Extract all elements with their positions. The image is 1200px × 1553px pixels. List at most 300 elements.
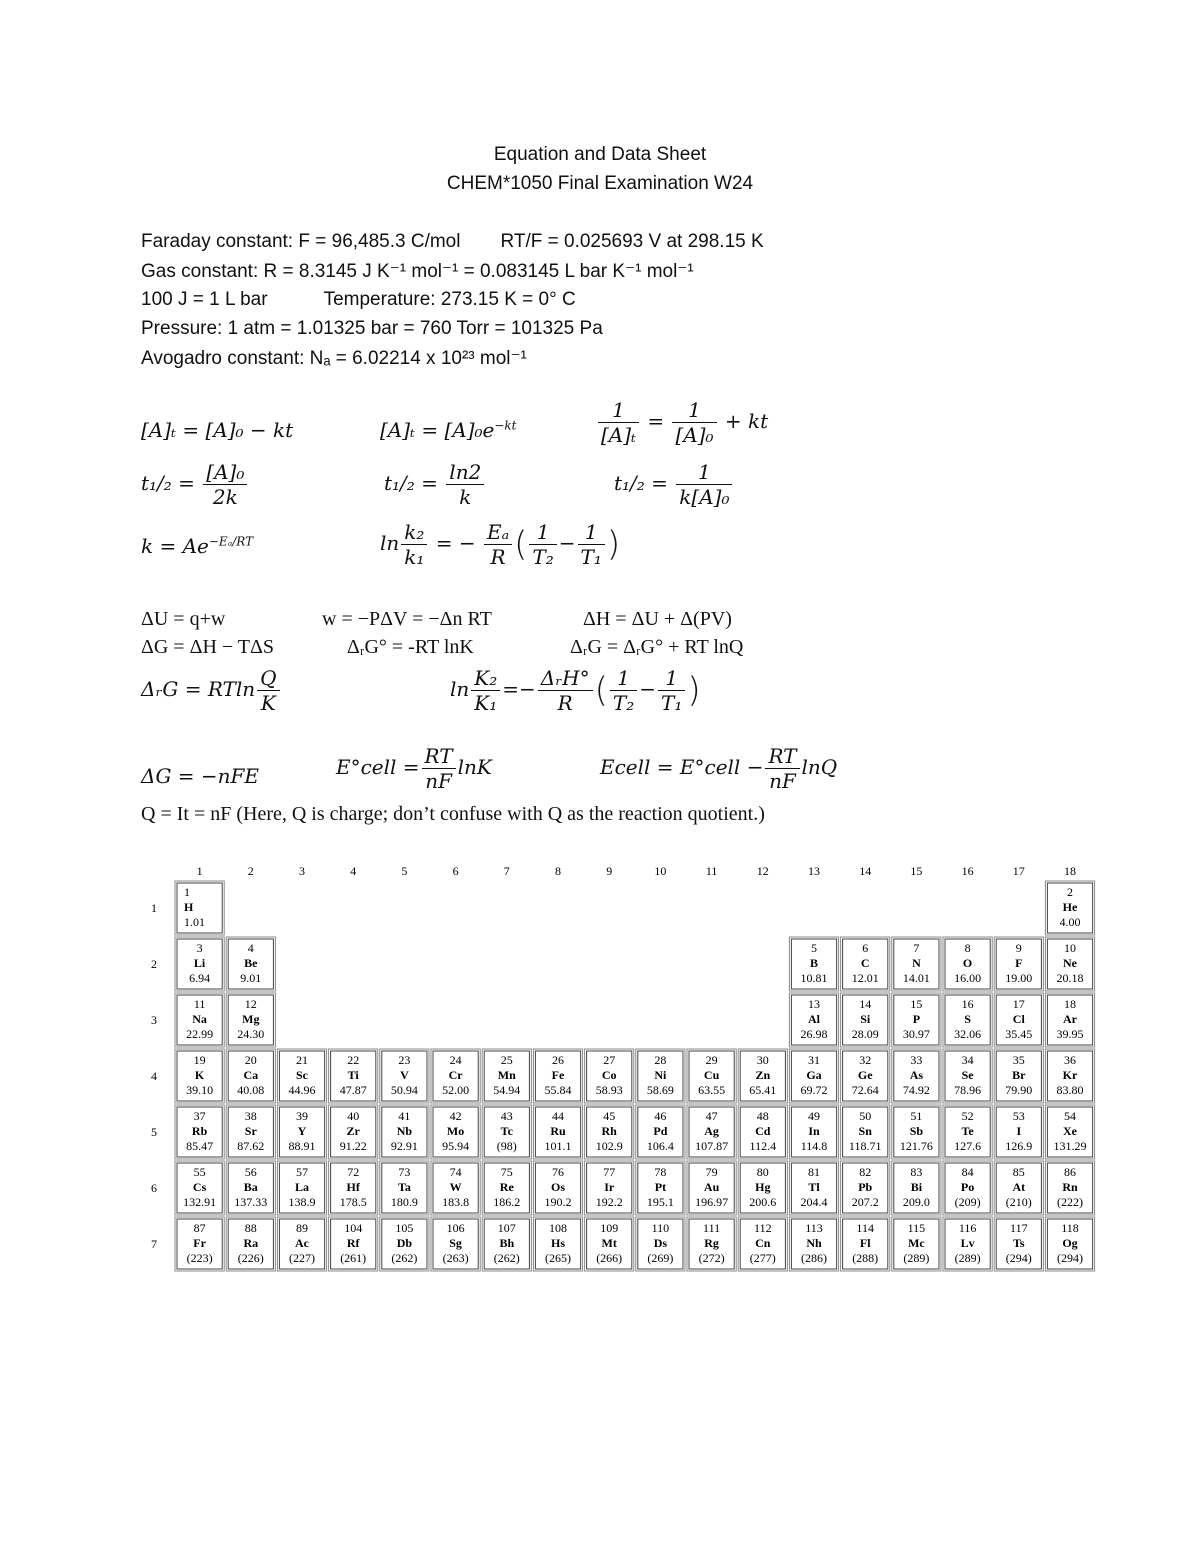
atomic-mass: (277) [749, 1251, 776, 1265]
atomic-mass: 12.01 [851, 971, 879, 985]
atomic-mass: 44.96 [288, 1083, 316, 1097]
atomic-number: 104 [344, 1221, 363, 1235]
atomic-number: 10 [1064, 941, 1076, 955]
atomic-number: 14 [859, 997, 872, 1011]
group-label: 3 [299, 864, 305, 878]
atomic-mass: 114.8 [800, 1139, 828, 1153]
atomic-number: 17 [1012, 997, 1025, 1011]
atomic-mass: 131.29 [1053, 1139, 1087, 1153]
atomic-number: 13 [808, 997, 820, 1011]
atomic-mass: (262) [493, 1251, 520, 1265]
atomic-mass: 35.45 [1005, 1027, 1033, 1041]
element-symbol: Al [808, 1012, 820, 1026]
atomic-mass: (272) [698, 1251, 725, 1265]
standard-gibbs-k: ΔᵣG° = -RT lnK [347, 636, 474, 658]
atomic-number: 88 [244, 1221, 257, 1235]
energy-conversion: 100 J = 1 L bar [141, 289, 268, 310]
atomic-number: 6 [862, 941, 869, 955]
atomic-mass: (269) [647, 1251, 674, 1265]
group-label: 1 [196, 864, 203, 878]
atomic-mass: (223) [186, 1251, 213, 1265]
charge-equation: Q = It = nF (Here, Q is charge; don’t confuse with Q as the reaction quotient.) [141, 803, 765, 825]
atomic-number: 52 [961, 1109, 974, 1123]
periodic-table-svg [142, 860, 1087, 1280]
element-symbol: Tl [808, 1180, 820, 1194]
element-symbol: Fl [859, 1236, 871, 1250]
atomic-number: 108 [549, 1221, 567, 1235]
zero-order-half-life: t₁/₂ = $\frac{\text{[A]₀}}{2k}$ [141, 460, 249, 509]
element-symbol: Cn [755, 1236, 771, 1250]
atomic-mass: (294) [1005, 1251, 1032, 1265]
temperature-conversion: Temperature: 273.15 K = 0° C [323, 289, 576, 310]
element-symbol: Mc [908, 1236, 925, 1250]
atomic-number: 35 [1012, 1053, 1025, 1067]
atomic-mass: 22.99 [186, 1027, 214, 1041]
atomic-number: 26 [552, 1053, 564, 1067]
element-symbol: Nh [806, 1236, 822, 1250]
first-order-half-life: t₁/₂ = $\frac{\ln 2}{k}$ [384, 460, 486, 509]
element-symbol: Hs [550, 1236, 566, 1250]
atomic-mass: 16.00 [954, 971, 982, 985]
group-label: 5 [401, 864, 408, 878]
atomic-number: 41 [398, 1109, 411, 1123]
group-label: 9 [606, 864, 613, 878]
atomic-number: 81 [808, 1165, 820, 1179]
atomic-number: 37 [193, 1109, 206, 1123]
element-symbol: Cd [755, 1124, 771, 1138]
element-symbol: Sr [244, 1124, 257, 1138]
element-symbol: Cs [192, 1180, 207, 1194]
element-symbol: S [964, 1012, 971, 1026]
gibbs-q-over-k: ΔᵣG = RTln $\frac{Q}{K}$ [141, 666, 282, 715]
atomic-number: 54 [1064, 1109, 1076, 1123]
constants-line-1 [141, 231, 764, 253]
element-symbol: Rg [704, 1236, 719, 1250]
atomic-number: 40 [347, 1109, 360, 1123]
element-symbol: La [294, 1180, 310, 1194]
atomic-mass: 20.18 [1056, 971, 1084, 985]
element-symbol: Re [499, 1180, 514, 1194]
element-symbol: Si [860, 1012, 871, 1026]
atomic-mass: 88.91 [288, 1139, 316, 1153]
group-label: 4 [350, 864, 357, 878]
atomic-mass: 112.4 [749, 1139, 777, 1153]
page-subtitle: CHEM*1050 Final Examination W24 [446, 173, 754, 194]
element-symbol: Fe [551, 1068, 565, 1082]
atomic-mass: 50.94 [390, 1083, 418, 1097]
atomic-mass: 39.10 [186, 1083, 214, 1097]
atomic-mass: 209.0 [902, 1195, 930, 1209]
element-symbol: Li [193, 956, 206, 970]
period-label: 3 [151, 1013, 157, 1027]
group-label: 8 [555, 864, 561, 878]
atomic-number: 86 [1064, 1165, 1076, 1179]
element-symbol: Ag [704, 1124, 719, 1138]
avogadro-constant: Avogadro constant: Nₐ = 6.02214 x 10²³ mol⁻¹ [141, 348, 527, 369]
atomic-mass: (266) [596, 1251, 623, 1265]
atomic-number: 75 [500, 1165, 513, 1179]
van-t-hoff-equation: ln $\frac{\text{K₂}}{\text{K₁}}$ =− $\frac{\text{ΔᵣH°}}{R}$ ( $\frac{1}{\text{T₂}}$ − $\frac{1}{\text{T₁}}$ ) [450, 666, 701, 715]
element-symbol: B [809, 956, 819, 970]
arrhenius-equation: $k = Ae^{-E_a/RT}$ [141, 534, 254, 558]
atomic-number: 89 [296, 1221, 308, 1235]
element-symbol: Cl [1012, 1012, 1025, 1026]
atomic-number: 24 [449, 1053, 462, 1067]
atomic-number: 51 [910, 1109, 923, 1123]
atomic-number: 111 [703, 1221, 721, 1235]
atomic-mass: 207.2 [851, 1195, 879, 1209]
element-symbol: Ca [243, 1068, 259, 1082]
element-symbol: I [1016, 1124, 1022, 1138]
element-symbol: Xe [1063, 1124, 1077, 1138]
atomic-number: 73 [398, 1165, 411, 1179]
atomic-mass: 74.92 [902, 1083, 930, 1097]
element-symbol: As [909, 1068, 924, 1082]
atomic-number: 38 [244, 1109, 257, 1123]
atomic-number: 85 [1012, 1165, 1025, 1179]
atomic-number: 34 [961, 1053, 974, 1067]
atomic-number: 79 [705, 1165, 718, 1179]
atomic-number: 112 [754, 1221, 772, 1235]
atomic-mass: 58.93 [595, 1083, 623, 1097]
element-symbol: Te [961, 1124, 974, 1138]
element-symbol: Og [1062, 1236, 1078, 1250]
element-symbol: Se [961, 1068, 974, 1082]
atomic-number: 110 [651, 1221, 670, 1235]
atomic-number: 80 [756, 1165, 769, 1179]
atomic-number: 29 [705, 1053, 718, 1067]
atomic-mass: (209) [954, 1195, 981, 1209]
group-label: 15 [910, 864, 923, 878]
element-symbol: Kr [1062, 1068, 1078, 1082]
atomic-mass: 178.5 [339, 1195, 367, 1209]
atomic-number: 27 [603, 1053, 616, 1067]
atomic-mass: 85.47 [186, 1139, 214, 1153]
element-symbol: Cr [448, 1068, 463, 1082]
atomic-number: 28 [654, 1053, 667, 1067]
atomic-mass: (294) [1057, 1251, 1083, 1265]
atomic-mass: 69.72 [800, 1083, 828, 1097]
element-symbol: Bh [499, 1236, 515, 1250]
atomic-mass: (265) [545, 1251, 571, 1265]
element-symbol: Bi [910, 1180, 923, 1194]
atomic-mass: 196.97 [695, 1195, 729, 1209]
atomic-number: 21 [296, 1053, 308, 1067]
atomic-mass: 87.62 [237, 1139, 265, 1153]
pv-work: w = −PΔV = −Δn RT [322, 608, 492, 630]
element-symbol: Hf [346, 1180, 360, 1194]
period-label: 2 [151, 957, 157, 971]
faraday-constant: Faraday constant: F = 96,485.3 C/mol [141, 231, 461, 252]
atomic-number: 22 [347, 1053, 360, 1067]
atomic-mass: (98) [496, 1139, 517, 1153]
atomic-mass: 52.00 [442, 1083, 470, 1097]
atomic-mass: (261) [340, 1251, 367, 1265]
atomic-number: 106 [446, 1221, 465, 1235]
atomic-number: 47 [705, 1109, 718, 1123]
atomic-mass: 102.9 [595, 1139, 623, 1153]
atomic-mass: 9.01 [240, 971, 262, 985]
atomic-mass: 126.9 [1005, 1139, 1033, 1153]
atomic-mass: 186.2 [493, 1195, 521, 1209]
group-label: 17 [1012, 864, 1025, 878]
atomic-number: 77 [603, 1165, 616, 1179]
gas-constant: Gas constant: R = 8.3145 J K⁻¹ mol⁻¹ = 0.083145 L bar K⁻¹ mol⁻¹ [141, 261, 694, 282]
atomic-mass: 24.30 [237, 1027, 265, 1041]
atomic-number: 19 [193, 1053, 206, 1067]
atomic-number: 44 [552, 1109, 564, 1123]
atomic-number: 3 [196, 941, 203, 955]
gibbs-q-relation: ΔᵣG = ΔᵣG° + RT lnQ [570, 636, 744, 658]
atomic-mass: 58.69 [646, 1083, 674, 1097]
element-symbol: H [184, 900, 194, 914]
element-symbol: Nb [396, 1124, 413, 1138]
element-symbol: Ra [243, 1236, 259, 1250]
element-symbol: C [860, 956, 870, 970]
element-symbol: Rb [191, 1124, 208, 1138]
element-symbol: Sc [296, 1068, 308, 1082]
atomic-mass: 26.98 [800, 1027, 828, 1041]
element-symbol: W [449, 1180, 462, 1194]
atomic-number: 12 [244, 997, 257, 1011]
atomic-mass: 83.80 [1056, 1083, 1084, 1097]
zero-order-rate-law: [A]ₜ = [A]₀ − kt [141, 418, 294, 442]
atomic-mass: (227) [289, 1251, 315, 1265]
atomic-mass: (289) [954, 1251, 981, 1265]
atomic-mass: 132.91 [183, 1195, 217, 1209]
atomic-mass: 192.2 [595, 1195, 623, 1209]
atomic-mass: 92.91 [390, 1139, 418, 1153]
period-label: 1 [151, 901, 157, 915]
nernst-equation: Ecell = E°cell − $\frac{RT}{nF}$ lnQ [600, 744, 838, 793]
atomic-number: 15 [910, 997, 923, 1011]
atomic-number: 113 [805, 1221, 823, 1235]
group-label: 10 [654, 864, 667, 878]
atomic-number: 55 [193, 1165, 206, 1179]
element-symbol: O [962, 956, 973, 970]
atomic-mass: (222) [1057, 1195, 1083, 1209]
atomic-mass: 101.1 [544, 1139, 572, 1153]
element-symbol: Po [960, 1180, 975, 1194]
atomic-number: 87 [193, 1221, 206, 1235]
atomic-number: 18 [1064, 997, 1076, 1011]
element-symbol: At [1012, 1180, 1026, 1194]
atomic-mass: 200.6 [749, 1195, 777, 1209]
atomic-mass: (289) [903, 1251, 930, 1265]
group-label: 13 [808, 864, 820, 878]
atomic-number: 45 [603, 1109, 616, 1123]
element-symbol: Be [244, 956, 258, 970]
atomic-mass: 65.41 [749, 1083, 777, 1097]
atomic-number: 76 [552, 1165, 564, 1179]
atomic-mass: (288) [852, 1251, 879, 1265]
element-symbol: Ar [1063, 1012, 1077, 1026]
element-symbol: Ge [857, 1068, 873, 1082]
element-symbol: Y [297, 1124, 307, 1138]
atomic-number: 118 [1061, 1221, 1079, 1235]
period-label: 7 [151, 1237, 157, 1251]
atomic-mass: 63.55 [698, 1083, 726, 1097]
atomic-number: 20 [244, 1053, 257, 1067]
atomic-number: 114 [856, 1221, 874, 1235]
atomic-mass: 54.94 [493, 1083, 521, 1097]
atomic-mass: (262) [391, 1251, 418, 1265]
element-symbol: Ga [806, 1068, 822, 1082]
period-label: 5 [151, 1125, 157, 1139]
atomic-mass: 121.76 [899, 1139, 933, 1153]
atomic-mass: 28.09 [851, 1027, 879, 1041]
group-label: 12 [756, 864, 769, 878]
element-symbol: N [912, 956, 921, 970]
element-symbol: Mg [242, 1012, 260, 1026]
atomic-number: 48 [756, 1109, 769, 1123]
group-label: 7 [503, 864, 510, 878]
atomic-mass: 127.6 [954, 1139, 982, 1153]
element-symbol: Pb [858, 1180, 873, 1194]
atomic-mass: 95.94 [442, 1139, 470, 1153]
period-label: 4 [151, 1069, 157, 1083]
atomic-mass: 10.81 [800, 971, 828, 985]
atomic-mass: 190.2 [544, 1195, 572, 1209]
constants-line-3 [141, 289, 576, 311]
atomic-mass: 14.01 [902, 971, 930, 985]
element-symbol: Ba [243, 1180, 258, 1194]
atomic-mass: 138.9 [288, 1195, 316, 1209]
first-law: ΔU = q+w [141, 608, 226, 630]
atomic-number: 53 [1012, 1109, 1025, 1123]
atomic-mass: 39.95 [1056, 1027, 1084, 1041]
atomic-number: 7 [913, 941, 920, 955]
atomic-mass: 55.84 [544, 1083, 572, 1097]
atomic-mass: 118.71 [848, 1139, 882, 1153]
atomic-number: 25 [500, 1053, 513, 1067]
atomic-mass: (210) [1005, 1195, 1032, 1209]
element-symbol: Au [703, 1180, 720, 1194]
atomic-mass: 1.01 [184, 915, 205, 929]
atomic-number: 4 [247, 941, 254, 955]
atomic-mass: 204.4 [800, 1195, 828, 1209]
element-symbol: Sg [449, 1236, 462, 1250]
atomic-number: 105 [395, 1221, 414, 1235]
element-symbol: Ta [397, 1180, 411, 1194]
atomic-number: 43 [500, 1109, 513, 1123]
atomic-number: 83 [910, 1165, 923, 1179]
element-symbol: Os [550, 1180, 566, 1194]
atomic-number: 82 [859, 1165, 872, 1179]
atomic-number: 39 [296, 1109, 308, 1123]
two-point-arrhenius: ln $\frac{\text{k₂}}{\text{k₁}}$ = − $\frac{\text{Eₐ}}{R}$ ( $\frac{1}{\text{T₂}}$ − $\frac{1}{\text{T₁}}$ ) [380, 520, 621, 569]
gibbs-equation: ΔG = ΔH − TΔS [141, 636, 275, 658]
element-symbol: Ds [653, 1236, 668, 1250]
element-symbol: Mo [446, 1124, 465, 1138]
atomic-number: 5 [811, 941, 817, 955]
group-label: 11 [705, 864, 718, 878]
atomic-mass: 180.9 [390, 1195, 418, 1209]
atomic-mass: 30.97 [902, 1027, 930, 1041]
group-label: 14 [859, 864, 872, 878]
element-symbol: P [912, 1012, 921, 1026]
atomic-number: 117 [1010, 1221, 1028, 1235]
element-symbol: Pt [654, 1180, 667, 1194]
element-symbol: In [808, 1124, 820, 1138]
element-symbol: F [1015, 956, 1023, 970]
group-label: 18 [1064, 864, 1076, 878]
element-symbol: Mt [601, 1236, 617, 1250]
atomic-number: 33 [910, 1053, 923, 1067]
atomic-mass: 183.8 [442, 1195, 470, 1209]
atomic-mass: 6.94 [189, 971, 211, 985]
element-symbol: Cu [703, 1068, 720, 1082]
atomic-number: 57 [296, 1165, 308, 1179]
atomic-number: 56 [244, 1165, 257, 1179]
atomic-number: 2 [1067, 885, 1073, 899]
atomic-number: 74 [449, 1165, 462, 1179]
element-symbol: Ac [295, 1236, 309, 1250]
element-symbol: Pd [653, 1124, 668, 1138]
element-symbol: Mn [497, 1068, 516, 1082]
atomic-number: 109 [600, 1221, 619, 1235]
element-symbol: Fr [193, 1236, 206, 1250]
atomic-number: 49 [808, 1109, 820, 1123]
element-symbol: Ru [550, 1124, 566, 1138]
element-symbol: Zn [755, 1068, 771, 1082]
atomic-number: 9 [1015, 941, 1022, 955]
atomic-number: 115 [907, 1221, 926, 1235]
second-order-half-life: t₁/₂ = $\frac{1}{\text{k[A]₀}}$ [614, 460, 734, 509]
atomic-mass: 40.08 [237, 1083, 265, 1097]
element-symbol: Db [396, 1236, 413, 1250]
element-symbol: Ir [604, 1180, 615, 1194]
atomic-mass: 107.87 [695, 1139, 729, 1153]
element-symbol: Lv [960, 1236, 975, 1250]
element-symbol: Sb [909, 1124, 924, 1138]
atomic-mass: (286) [801, 1251, 827, 1265]
atomic-number: 16 [961, 997, 974, 1011]
atomic-number: 31 [808, 1053, 820, 1067]
atomic-number: 116 [958, 1221, 977, 1235]
atomic-number: 11 [193, 997, 206, 1011]
element-symbol: Tc [500, 1124, 513, 1138]
element-symbol: Hg [755, 1180, 771, 1194]
atomic-mass: 32.06 [954, 1027, 982, 1041]
group-label: 2 [247, 864, 254, 878]
period-label: 6 [151, 1181, 157, 1195]
element-symbol: K [194, 1068, 205, 1082]
element-symbol: Rn [1062, 1180, 1078, 1194]
atomic-number: 72 [347, 1165, 360, 1179]
atomic-number: 50 [859, 1109, 872, 1123]
element-symbol: Sn [858, 1124, 872, 1138]
atomic-number: 46 [654, 1109, 667, 1123]
atomic-number: 107 [497, 1221, 516, 1235]
atomic-number: 32 [859, 1053, 872, 1067]
atomic-mass: 78.96 [954, 1083, 982, 1097]
atomic-mass: (226) [237, 1251, 264, 1265]
page-title: Equation and Data Sheet [493, 144, 707, 165]
element-symbol: He [1062, 900, 1078, 914]
group-label: 16 [961, 864, 974, 878]
atomic-number: 8 [964, 941, 971, 955]
group-label: 6 [452, 864, 459, 878]
enthalpy-definition: ΔH = ΔU + Δ(PV) [583, 608, 732, 630]
atomic-mass: 47.87 [339, 1083, 367, 1097]
rt-over-f: RT/F = 0.025693 V at 298.15 K [500, 231, 764, 252]
standard-cell-potential: E°cell = $\frac{RT}{nF}$ lnK [336, 744, 492, 793]
atomic-number: 42 [449, 1109, 462, 1123]
element-symbol: Ti [347, 1068, 359, 1082]
element-symbol: Br [1012, 1068, 1026, 1082]
atomic-mass: 19.00 [1005, 971, 1033, 985]
